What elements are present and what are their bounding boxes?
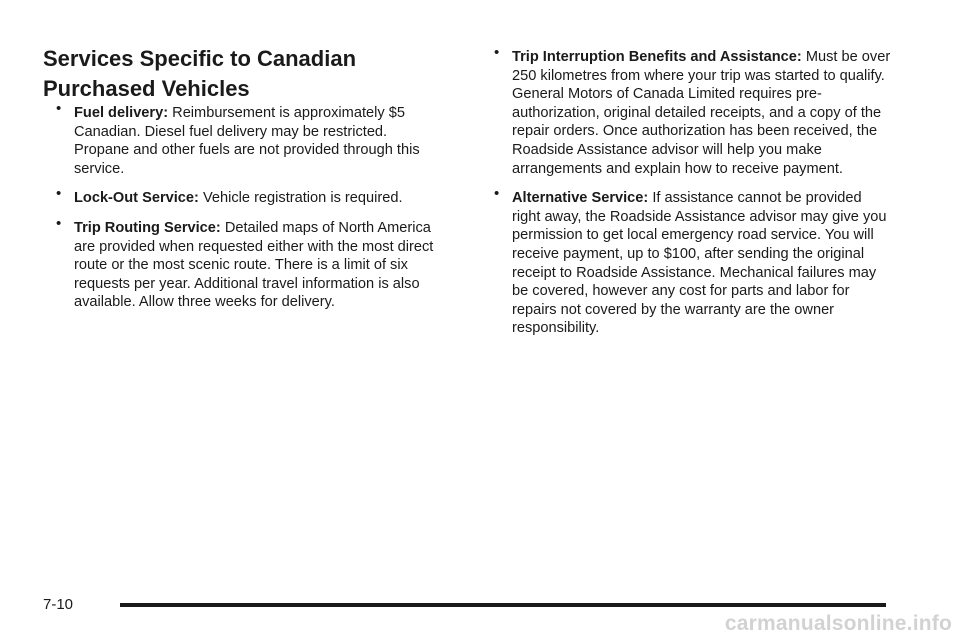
bullet-icon: • [56, 214, 62, 232]
item-text: Detailed maps of North America are provided when requested either with the most direct route or the most scenic route. There is a limit of six requests per year. Additional travel information is also available. Allow three weeks for delivery. [74, 219, 434, 311]
left-column [56, 100, 444, 323]
item-label: Trip Interruption Benefits and Assistance: [512, 49, 802, 65]
item-text: Must be over 250 kilometres from where your trip was started to qualify. General Motors of Canada Limited requires pre-authorization, original detailed receipts, and a copy of the repair orders. Once authorization has been received, the Roadside Assistance advisor will help you make arrangements and explain how to receive payment. [512, 49, 891, 177]
watermark: carmanualsonline.info [724, 612, 952, 635]
right-column [494, 44, 894, 349]
section-title: Services Specific to Canadian Purchased Vehicles [43, 46, 357, 101]
list-item-fuel-delivery [56, 100, 444, 178]
bullet-icon: • [494, 44, 500, 61]
list-item-alternative-service [494, 185, 894, 338]
item-text: Reimbursement is approximately $5 Canadian. Diesel fuel delivery may be restricted. Propane and other fuels are not provided through this service. [74, 105, 420, 177]
bullet-icon: • [494, 185, 500, 203]
item-text: Vehicle registration is required. [198, 190, 403, 207]
footer-divider [120, 603, 886, 607]
page-number: 7-10 [43, 596, 74, 613]
bullet-icon: • [56, 100, 62, 117]
list-item-lock-out-service [56, 185, 444, 208]
item-label: Trip Routing Service: [74, 219, 221, 236]
item-text: If assistance cannot be provided right away, the Roadside Assistance advisor may give you permission to get local emergency road service. You will receive payment, up to $100, after sending the original receipt to Roadside Assistance. Mechanical failures may be covered, however any cost for parts and labor for repairs not covered by the warranty are the owner responsibility. [512, 190, 887, 337]
list-item-trip-interruption [494, 44, 894, 178]
bullet-icon: • [56, 185, 62, 203]
list-item-trip-routing-service [56, 214, 444, 312]
item-label: Fuel delivery: [74, 105, 169, 121]
item-label: Lock-Out Service: [74, 190, 199, 207]
item-label: Alternative Service: [512, 190, 649, 207]
